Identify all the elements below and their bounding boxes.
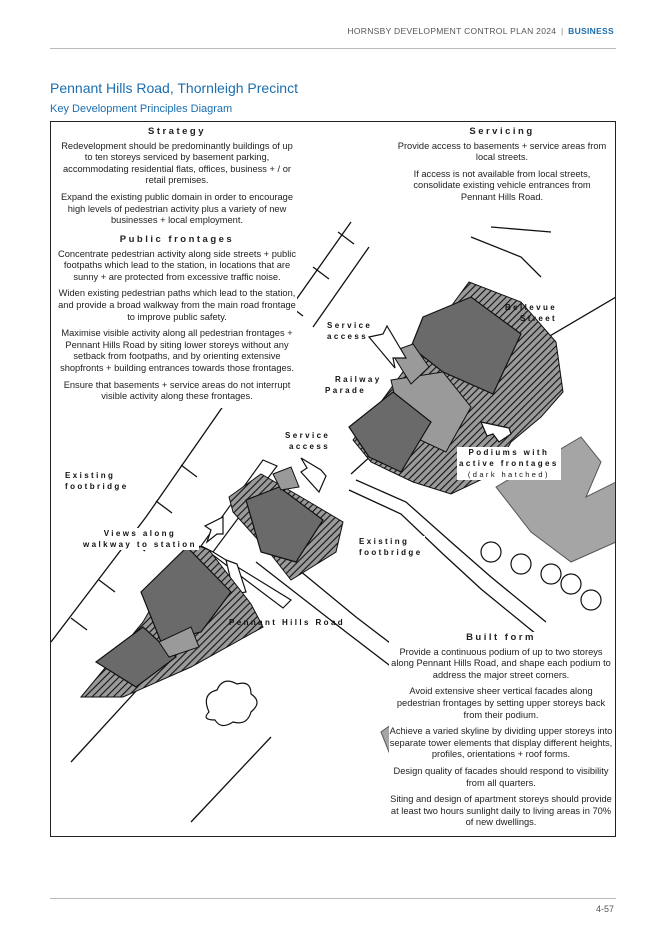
section-name: BUSINESS bbox=[568, 26, 614, 36]
servicing-heading: Servicing bbox=[469, 126, 535, 137]
public-frontages-paragraph: Widen existing pedestrian paths which lead to the station, and provide a broad walkway from the main road frontage to improve public safety. bbox=[58, 288, 296, 322]
public-frontages-paragraph: Concentrate pedestrian activity along side streets + public footpaths which lead to the station, in locations that are sunny + are protected from excessive traffic noise. bbox=[58, 248, 296, 282]
running-header bbox=[347, 26, 614, 36]
label-bellevue-street: Bellevue Street bbox=[505, 303, 558, 323]
label-service-access-mid: Service access bbox=[285, 431, 331, 451]
servicing-block bbox=[397, 126, 607, 209]
label-footbridge-left: Existing footbridge bbox=[65, 471, 129, 491]
strategy-block bbox=[57, 126, 297, 232]
page-number: 4-57 bbox=[595, 904, 614, 914]
header-separator: | bbox=[560, 26, 564, 36]
public-frontages-paragraph: Ensure that basements + service areas do not interrupt visible activity along these frontages. bbox=[63, 379, 291, 402]
servicing-paragraph: If access is not available from local streets, consolidate existing vehicle entrances from Pennant Hills Road. bbox=[413, 168, 591, 202]
servicing-paragraph: Provide access to basements + service areas from local streets. bbox=[397, 140, 607, 163]
built-form-paragraph: Siting and design of apartment storeys should provide at least two hours sunlight daily to living areas in 70% of new dwellings. bbox=[390, 794, 612, 828]
strategy-heading: Strategy bbox=[147, 126, 206, 137]
diagram-frame bbox=[50, 121, 616, 837]
label-views-walkway: Views along walkway to station bbox=[83, 529, 197, 549]
built-form-paragraph: Avoid extensive sheer vertical facades along pedestrian frontages by setting upper storeys back from their podium. bbox=[396, 686, 606, 720]
footer-rule bbox=[50, 898, 616, 899]
built-form-paragraph: Design quality of facades should respond to visibility from all quarters. bbox=[393, 765, 609, 788]
label-podiums: Podiums with active frontages (dark hatched) bbox=[459, 448, 559, 479]
built-form-block bbox=[389, 632, 613, 834]
public-frontages-paragraph: Maximise visible activity along all pedestrian frontages + Pennant Hills Road by siting lower storeys without any setback from footpaths, and by orienting extensive shopfronts + building entrances towards those frontages. bbox=[60, 328, 294, 373]
built-form-paragraph: Achieve a varied skyline by dividing upper storeys into separate tower elements that display different heights, profiles, orientations + roof forms. bbox=[389, 726, 613, 760]
public-frontages-heading: Public frontages bbox=[119, 234, 235, 245]
strategy-paragraph: Expand the existing public domain in order to encourage high levels of pedestrian activity plus a variety of new businesses + local employment. bbox=[60, 191, 294, 226]
public-frontages-block bbox=[57, 234, 297, 408]
page-title: Pennant Hills Road, Thornleigh Precinct bbox=[50, 80, 298, 96]
page-subtitle: Key Development Principles Diagram bbox=[50, 103, 233, 115]
label-pennant-hills-road: Pennant Hills Road bbox=[229, 618, 346, 627]
header-rule bbox=[50, 48, 616, 49]
label-railway-parade: Railway Parade bbox=[325, 375, 382, 395]
document-title: HORNSBY DEVELOPMENT CONTROL PLAN 2024 bbox=[347, 26, 557, 36]
built-form-heading: Built form bbox=[466, 632, 536, 643]
label-footbridge-right: Existing footbridge bbox=[359, 537, 423, 557]
built-form-paragraph: Provide a continuous podium of up to two storeys along Pennant Hills Road, and shape each podium to address the major street corners. bbox=[391, 646, 611, 680]
label-service-access-top: Service access bbox=[327, 321, 373, 341]
strategy-paragraph: Redevelopment should be predominantly buildings of up to ten storeys serviced by basement parking, accommodating residential flats, offices, business + / or retail premises. bbox=[61, 140, 293, 186]
